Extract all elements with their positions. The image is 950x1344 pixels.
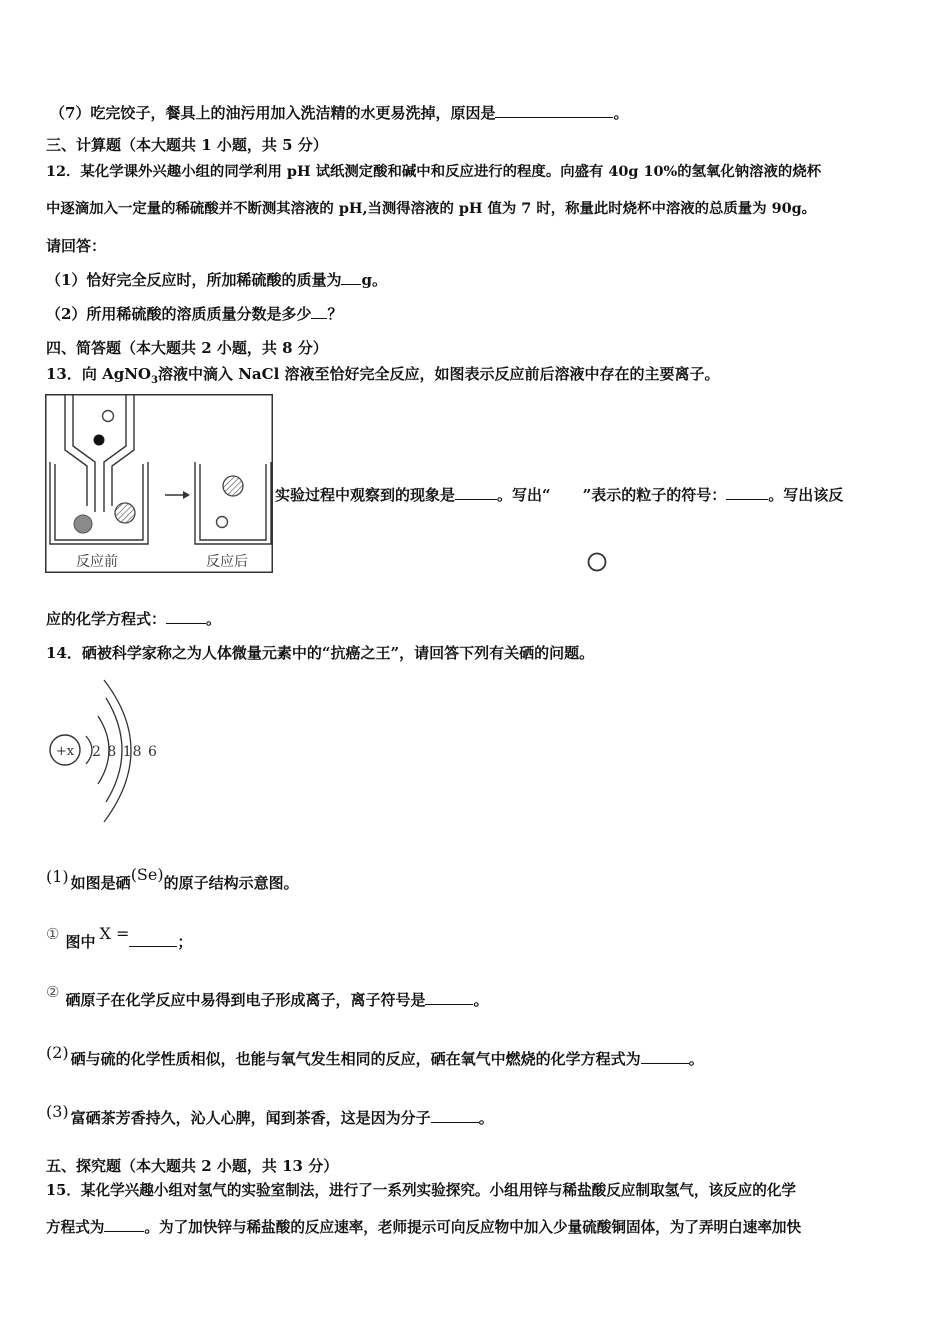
label-after: 反应后	[206, 554, 248, 570]
answer-blank[interactable]	[425, 990, 473, 1005]
q14-sub2: ② 硒原子在化学反应中易得到电子形成离子，离子符号是 。	[46, 983, 489, 1009]
reaction-diagram	[45, 394, 273, 574]
nitrate-ion-particle-after	[217, 517, 228, 528]
section-heading-5: 五、探究题（本大题共 2 小题，共 13 分）	[46, 1157, 339, 1175]
chloride-ion-particle	[115, 503, 135, 523]
q11-item7: （7）吃完饺子，餐具上的油污用加入洗洁精的水更易洗掉，原因是 。	[50, 104, 629, 122]
q13-intro: 13．向 AgNO$_3$溶液中滴入 NaCl 溶液至恰好完全反应，如图表示反应前后溶液中存在的主要离子。	[46, 365, 720, 386]
answer-blank[interactable]	[166, 609, 206, 624]
answer-blank[interactable]	[431, 1108, 479, 1123]
q14-part1: (1) 如图是硒(Se)的原子结构示意图。	[46, 865, 299, 892]
q15-line1: 15．某化学兴趣小组对氢气的实验室制法，进行了一系列实验探究。小组用锌与稀盐酸反应制取氢气，该反应的化学	[46, 1182, 797, 1199]
q15-line2: 方程式为 。为了加快锌与稀盐酸的反应速率，老师提示可向反应物中加入少量硫酸铜固体，为了弄明白速率加快	[46, 1219, 802, 1236]
answer-blank[interactable]	[455, 485, 497, 500]
answer-blank[interactable]	[129, 932, 177, 947]
q12-line2: 中逐滴加入一定量的稀硫酸并不断测其溶液的 pH,当测得溶液的 pH 值为 7 时，称量此时烧杯中溶液的总质量为 90g。	[46, 200, 817, 217]
q14-part3: (3) 富硒茶芳香持久，沁人心脾，闻到茶香，这是因为分子 。	[46, 1102, 494, 1127]
section-heading-4: 四、简答题（本大题共 2 小题，共 8 分）	[46, 339, 328, 357]
label-before: 反应前	[76, 554, 118, 570]
answer-blank[interactable]	[641, 1049, 689, 1064]
chloride-ion-particle-after	[223, 476, 243, 496]
q14-part2: (2) 硒与硫的化学性质相似，也能与氧气发生相同的反应，硒在氧气中燃烧的化学方程式为 。	[46, 1043, 704, 1068]
shell-electron-counts: 2 8 18 6	[92, 744, 158, 760]
q12-line1: 12．某化学课外兴趣小组的同学利用 pH 试纸测定酸和碱中和反应进行的程度。向盛有 40g 10%的氢氧化钠溶液的烧杯	[46, 163, 822, 180]
q13-equation-line: 应的化学方程式： 。	[46, 610, 222, 628]
section-heading-3: 三、计算题（本大题共 1 小题，共 5 分）	[46, 136, 328, 154]
answer-blank[interactable]	[726, 485, 768, 500]
silver-ion-particle	[74, 515, 92, 533]
q14-sub1: ① 图中 X = ；	[46, 924, 193, 951]
answer-blank[interactable]	[311, 304, 327, 319]
selenium-atom-structure	[46, 676, 166, 826]
open-circle-particle-icon	[586, 551, 608, 573]
q12-part1: （1）恰好完全反应时，所加稀硫酸的质量为 g。	[46, 271, 387, 289]
nitrate-ion-particle	[103, 411, 114, 422]
sodium-ion-particle	[94, 435, 105, 446]
answer-blank[interactable]	[104, 1217, 144, 1232]
q13-question-line: 实验过程中观察到的现象是 。写出“ ”表示的粒子的符号： 。写出该反	[275, 486, 844, 504]
q12-part2: （2）所用稀硫酸的溶质质量分数是多少 ？	[46, 305, 343, 323]
q12-prompt: 请回答：	[46, 237, 107, 255]
answer-blank[interactable]	[495, 103, 613, 118]
q14-intro: 14．硒被科学家称之为人体微量元素中的“抗癌之王”，请回答下列有关硒的问题。	[46, 644, 595, 662]
nucleus-charge: +x	[55, 744, 75, 759]
answer-blank[interactable]	[341, 270, 361, 285]
